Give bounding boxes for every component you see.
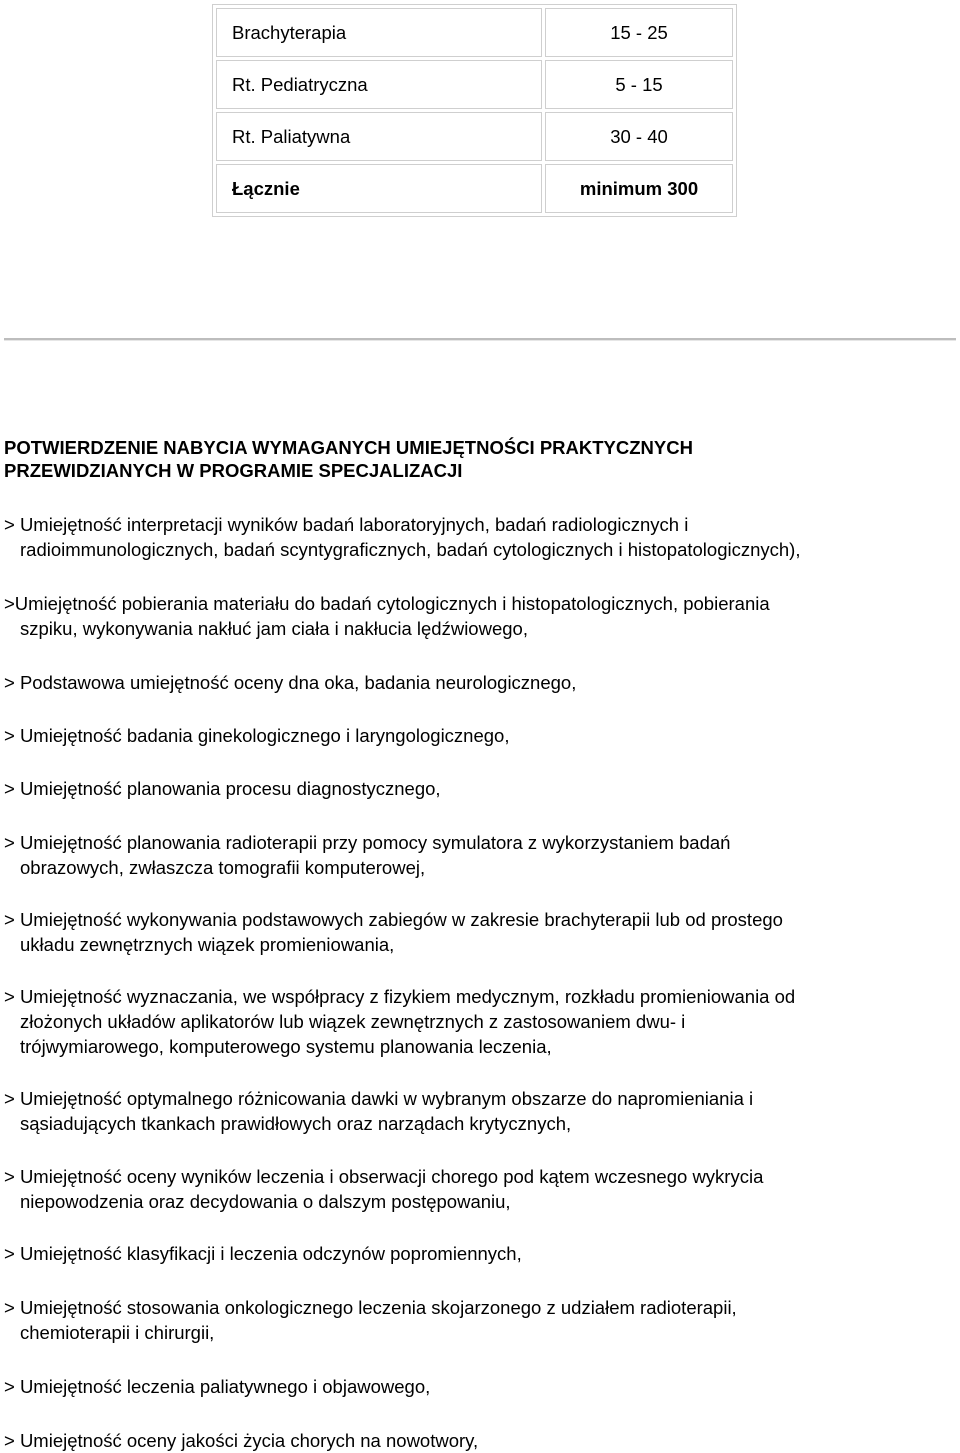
row-value: 15 - 25 <box>545 8 733 57</box>
row-name: Brachyterapia <box>216 8 542 57</box>
list-item: > Umiejętność klasyfikacji i leczenia odczynów popromiennych, <box>4 1243 522 1264</box>
list-item: > Umiejętność optymalnego różnicowania dawki w wybranym obszarze do napromieniania i sąsiadujących tkankach prawidłowych oraz narządach krytycznych, <box>4 1088 754 1134</box>
list-item: > Umiejętność oceny jakości życia chorych na nowotwory, <box>4 1430 479 1451</box>
list-item: >Umiejętność pobierania materiału do badań cytologicznych i histopatologicznych, pobierania szpiku, wykonywania nakłuć jam ciała i nakłucia lędźwiowego, <box>4 593 770 639</box>
procedures-table <box>212 4 737 217</box>
list-item: > Umiejętność oceny wyników leczenia i obserwacji chorego pod kątem wczesnego wykrycia niepowodzenia oraz decydowania o dalszym postępowaniu, <box>4 1166 764 1212</box>
list-item: > Umiejętność leczenia paliatywnego i objawowego, <box>4 1376 431 1397</box>
horizontal-divider <box>4 338 956 341</box>
row-name: Rt. Paliatywna <box>216 112 542 161</box>
list-item: > Umiejętność wyznaczania, we współpracy z fizykiem medycznym, rozkładu promieniowania od złożonych układów aplikatorów lub wiązek zewnętrznych z zastosowaniem dwu- i trójwymiarowego, komputerowego systemu planowania leczenia, <box>4 986 796 1057</box>
list-item: > Umiejętność interpretacji wyników badań laboratoryjnych, badań radiologicznych i radioimmunologicznych, badań scyntygraficznych, badań cytologicznych i histopatologicznych), <box>4 514 801 560</box>
row-name: Łącznie <box>216 164 542 213</box>
heading-line-1: POTWIERDZENIE NABYCIA WYMAGANYCH UMIEJĘTNOŚCI PRAKTYCZNYCH <box>4 437 693 458</box>
table-row <box>216 60 733 109</box>
section-heading <box>4 436 944 482</box>
list-item: > Umiejętność planowania radioterapii przy pomocy symulatora z wykorzystaniem badań obrazowych, zwłaszcza tomografii komputerowej, <box>4 832 731 878</box>
row-value: 30 - 40 <box>545 112 733 161</box>
list-item: > Podstawowa umiejętność oceny dna oka, badania neurologicznego, <box>4 672 577 693</box>
list-item: > Umiejętność stosowania onkologicznego leczenia skojarzonego z udziałem radioterapii, chemioterapii i chirurgii, <box>4 1297 737 1343</box>
row-name: Rt. Pediatryczna <box>216 60 542 109</box>
list-item: > Umiejętność badania ginekologicznego i laryngologicznego, <box>4 725 510 746</box>
list-item: > Umiejętność wykonywania podstawowych zabiegów w zakresie brachyterapii lub od prostego układu zewnętrznych wiązek promieniowania, <box>4 909 783 955</box>
heading-line-2: PRZEWIDZIANYCH W PROGRAMIE SPECJALIZACJI <box>4 460 463 481</box>
row-value: 5 - 15 <box>545 60 733 109</box>
table-row-total <box>216 164 733 213</box>
table-row <box>216 112 733 161</box>
list-item: > Umiejętność planowania procesu diagnostycznego, <box>4 778 441 799</box>
row-value: minimum 300 <box>545 164 733 213</box>
table-row <box>216 8 733 57</box>
